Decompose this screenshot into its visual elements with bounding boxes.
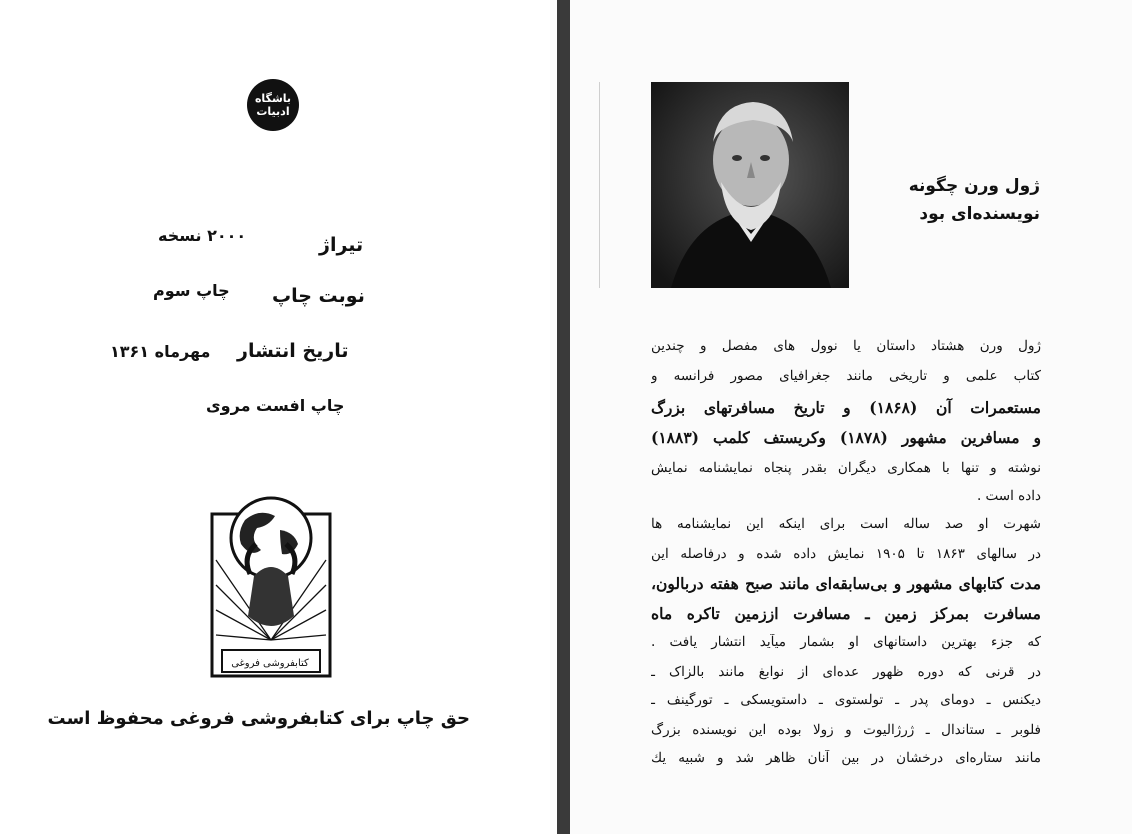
jules-verne-portrait: [651, 82, 849, 288]
bookstore-emblem-caption: کتابفروشی فروغی: [231, 658, 309, 669]
badge-line-2: ادبیات: [256, 105, 290, 118]
publish-date-label: تاریخ انتشار: [237, 340, 349, 362]
publisher-badge-logo: [247, 79, 299, 131]
body-line: مسافرت بمرکز زمین ـ مسافرت اززمین تاکره ماه: [651, 604, 1041, 623]
print-round-label: نوبت چاپ: [272, 285, 365, 307]
body-line: و مسافرین مشهور (۱۸۷۸) وکریستف کلمب (۱۸۸۳): [651, 428, 1041, 447]
body-line: مستعمرات آن (۱۸۶۸) و تاریخ مسافرتهای بزرگ: [651, 398, 1041, 417]
body-line: مدت کتابهای مشهور و بی‌سابقه‌ای مانند صبح هفته دربالون،: [651, 574, 1041, 593]
tiraj-label: تیراژ: [319, 234, 364, 256]
body-line: داده است .: [976, 488, 1041, 504]
chapter-title-line-1: ژول ورن چگونه: [908, 176, 1040, 196]
badge-line-1: باشگاه: [254, 92, 292, 105]
body-line: که جزء بهترین داستانهای او بشمار میآید انتشار یافت .: [651, 634, 1041, 650]
body-line: در قرنی که دوره ظهور عده‌ای از نوابغ مانند بالزاک ـ: [651, 664, 1041, 680]
body-line: مانند ستاره‌ای درخشان در بین آنان ظاهر شد و شبیه یك: [651, 750, 1041, 766]
bookstore-emblem-logo: [210, 490, 332, 678]
tiraj-value: ۲۰۰۰ نسخه: [158, 226, 247, 245]
body-line: دیکنس ـ دومای پدر ـ تولستوی ـ داستویسکی ـ تورگینف ـ: [651, 692, 1041, 708]
book-gutter: [557, 0, 570, 834]
chapter-title-line-2: نویسنده‌ای بود: [919, 204, 1040, 224]
print-round-value: چاپ سوم: [153, 281, 230, 300]
body-line: فلوبر ـ ستاندال ـ ژرژالیوت و زولا بوده این نویسنده بزرگ: [651, 722, 1041, 738]
chapter-title: [860, 172, 1040, 228]
page-fold-line: [599, 82, 600, 288]
copyright-notice: حق چاپ برای کتابفروشی فروغی محفوظ است: [47, 708, 470, 729]
body-line: شهرت او صد ساله است برای اینکه این نمایشنامه ها: [651, 516, 1041, 532]
publish-date-value: مهرماه ۱۳۶۱: [110, 342, 211, 361]
printer-name: چاپ افست مروی: [206, 396, 345, 415]
body-line: ژول ورن هشتاد داستان یا نوول های مفصل و چندین: [651, 338, 1041, 354]
body-line: نوشته و تنها با همکاری دیگران بقدر پنجاه نمایشنامه نمایش: [651, 460, 1041, 476]
body-line: کتاب علمی و تاریخی مانند جغرافیای مصور فرانسه و: [651, 368, 1041, 384]
body-line: در سالهای ۱۸۶۳ تا ۱۹۰۵ نمایش داده شده و درفاصله این: [651, 546, 1041, 562]
